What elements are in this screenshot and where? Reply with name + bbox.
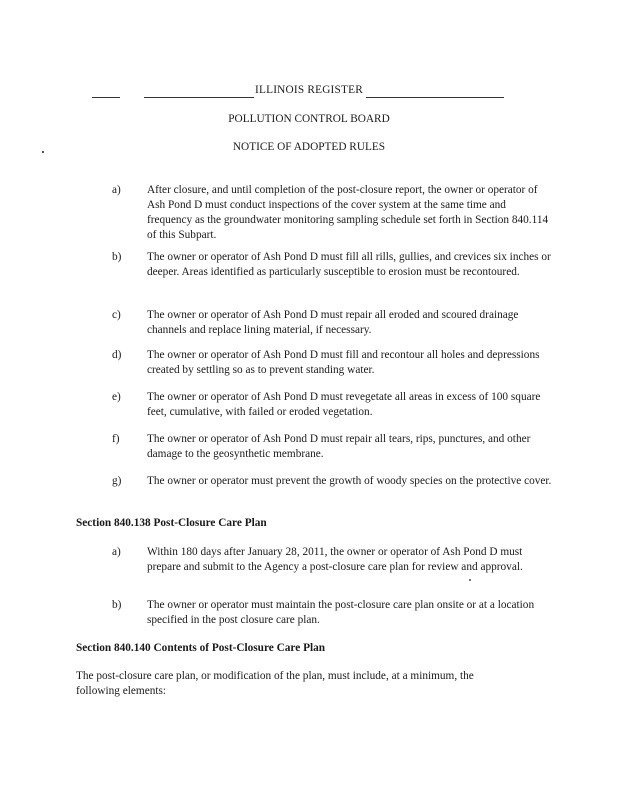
list-item-text: The owner or operator of Ash Pond D must fill all rills, gullies, and crevices six inches or deeper. Areas identified as particularly susceptible to erosion must be recontoured.: [147, 251, 551, 278]
notice-title: NOTICE OF ADOPTED RULES: [232, 141, 386, 153]
list-item-text: The owner or operator of Ash Pond D must fill and recontour all holes and depressions created by settling so as to prevent standing water.: [147, 349, 540, 376]
list-item-letter: a): [112, 546, 121, 558]
list-item-letter: c): [112, 309, 121, 321]
list-item-letter: e): [112, 391, 121, 403]
list-item-letter: g): [112, 475, 122, 487]
register-title: ILLINOIS REGISTER: [255, 84, 363, 96]
list-item-text: The owner or operator must maintain the post-closure care plan onsite or at a location specified in the post closure care plan.: [147, 599, 535, 626]
list-item-text: Within 180 days after January 28, 2011, the owner or operator of Ash Pond D must prepare and submit to the Agency a post-closure care plan for review and approval.: [147, 546, 523, 573]
list-item-text: The owner or operator of Ash Pond D must repair all tears, rips, punctures, and other damage to the geosynthetic membrane.: [147, 433, 531, 460]
list-item-letter: a): [112, 184, 121, 196]
list-item-text: After closure, and until completion of the post-closure report, the owner or operator of Ash Pond D must conduct inspections of the cover system at the same time and frequency as the groundwater monitoring sampling schedule set forth in Section 840.114 of this Subpart.: [147, 184, 549, 241]
list-item-text: The owner or operator of Ash Pond D must repair all eroded and scoured drainage channels and replace lining material, if necessary.: [147, 309, 519, 336]
section-heading: Section 840.138 Post-Closure Care Plan: [76, 517, 267, 529]
body-paragraph: The post-closure care plan, or modification of the plan, must include, at a minimum, the following elements:: [76, 670, 474, 697]
list-item-letter: f): [112, 433, 120, 445]
scan-speck: [42, 151, 44, 153]
board-title: POLLUTION CONTROL BOARD: [228, 113, 390, 125]
list-item-text: The owner or operator of Ash Pond D must revegetate all areas in excess of 100 square feet, cumulative, with failed or eroded vegetation.: [147, 391, 541, 418]
list-item-letter: d): [112, 349, 122, 361]
section-heading: Section 840.140 Contents of Post-Closure Care Plan: [76, 642, 326, 654]
list-item-letter: b): [112, 251, 122, 263]
list-item-text: The owner or operator must prevent the growth of woody species on the protective cover.: [147, 475, 552, 487]
list-item-letter: b): [112, 599, 122, 611]
scan-speck: [469, 579, 471, 581]
